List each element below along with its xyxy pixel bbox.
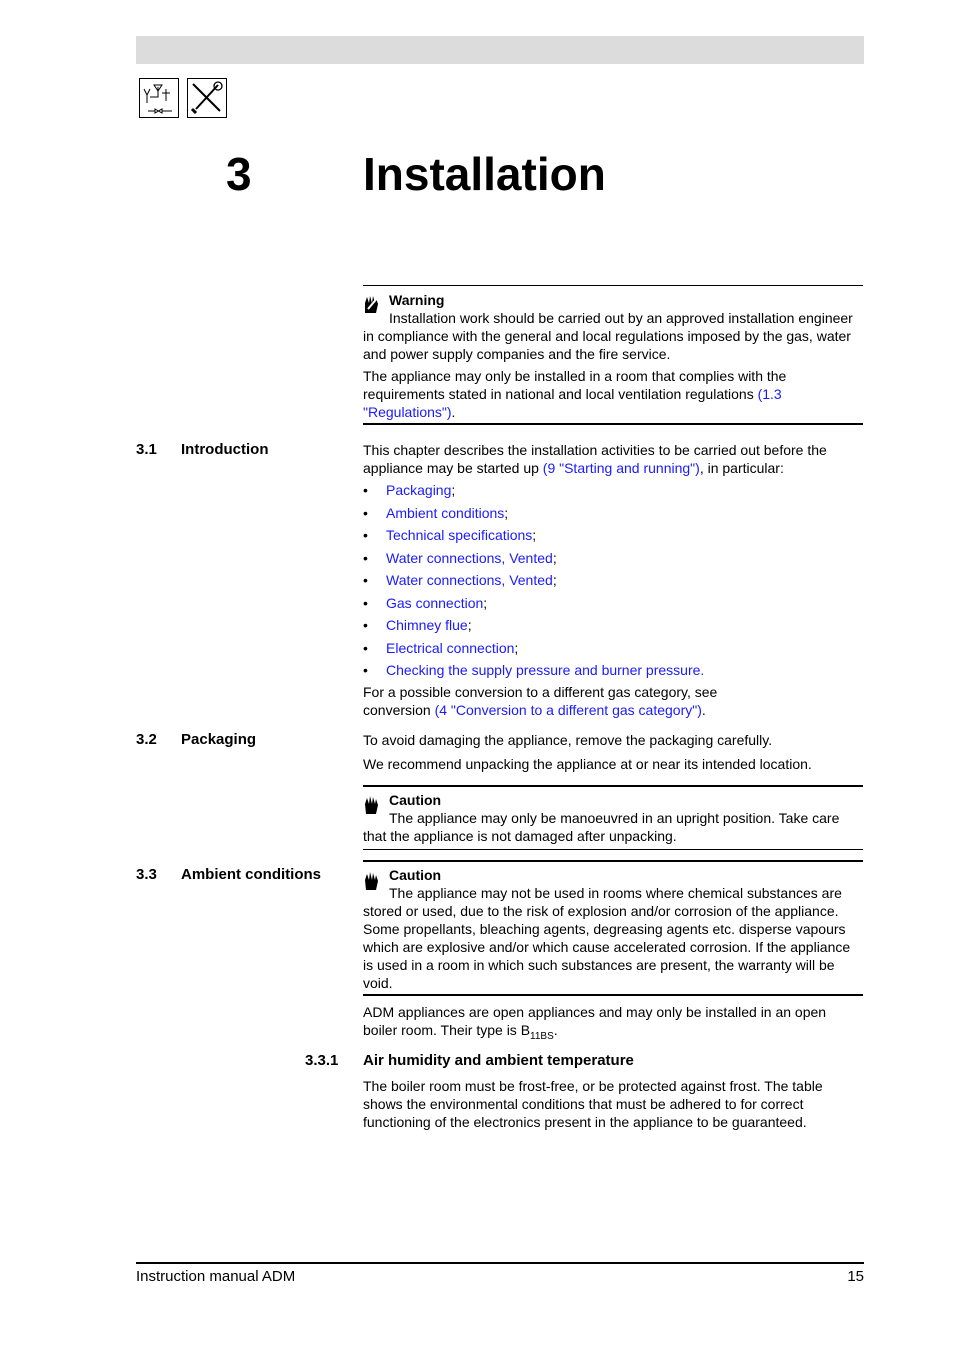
list-item-link[interactable]: Ambient conditions bbox=[386, 505, 505, 521]
warning-ventilation-text: The appliance may only be installed in a room that complies with the requirements stated in national and local ventilation regulations (1.3 "Regulations"). bbox=[363, 368, 787, 420]
list-item-link[interactable]: Electrical connection bbox=[386, 640, 515, 656]
list-item-link[interactable]: Water connections, Vented bbox=[386, 550, 553, 566]
chapter-title: Installation bbox=[363, 148, 606, 200]
list-item bbox=[386, 571, 557, 589]
caution-label: Caution bbox=[389, 867, 442, 883]
bullet-marker: • bbox=[363, 527, 368, 543]
chapter-number: 3 bbox=[226, 148, 252, 200]
humidity-paragraph: The boiler room must be frost-free, or be protected against frost. The table shows the environmental conditions that must be adhered to for correct functioning of the electronics present in the appliance to be guaranteed. bbox=[363, 1078, 823, 1130]
bullet-marker: • bbox=[363, 640, 368, 656]
packaging-caution bbox=[363, 791, 863, 845]
list-item bbox=[386, 639, 518, 657]
type-subscript: 11BS bbox=[530, 1030, 554, 1042]
bullet-marker: • bbox=[363, 550, 368, 566]
caution-text: The appliance may not be used in rooms where chemical substances are stored or used, due to the risk of explosion and/or corrosion of the appliance. Some propellants, bleaching agents, degreasing agents etc. disperse vapours which are explosive and/or which cause accelerated corrosion. If the appliance is used in a room in which such substances are present, the warranty will be void. bbox=[363, 885, 851, 991]
warning-label: Warning bbox=[389, 292, 445, 308]
section-title: Packaging bbox=[181, 731, 257, 748]
list-item-separator: ; bbox=[504, 505, 509, 521]
divider bbox=[363, 849, 863, 850]
bullet-marker: • bbox=[363, 482, 368, 498]
packaging-text-1: To avoid damaging the appliance, remove the packaging carefully. bbox=[363, 732, 773, 748]
list-item-separator: ; bbox=[552, 572, 557, 588]
list-item-link[interactable]: Technical specifications bbox=[386, 527, 533, 543]
bullet-marker: • bbox=[363, 617, 368, 633]
footer-divider bbox=[136, 1262, 864, 1264]
tools-icon bbox=[187, 78, 227, 118]
conversion-link[interactable]: (4 "Conversion to a different gas category") bbox=[434, 702, 702, 718]
divider bbox=[363, 994, 863, 996]
bullet-marker: • bbox=[363, 662, 368, 678]
divider bbox=[363, 423, 863, 425]
list-item-link[interactable]: Checking the supply pressure and burner pressure. bbox=[386, 662, 705, 678]
regulations-link[interactable]: (1.3 "Regulations") bbox=[363, 386, 782, 420]
list-item-link[interactable]: Packaging bbox=[386, 482, 452, 498]
list-item bbox=[386, 504, 508, 522]
warning-text: Installation work should be carried out by an approved installation engineer in compliance with the general and local regulations imposed by the gas, water and power supply companies and the fire service. bbox=[363, 310, 853, 362]
divider bbox=[363, 285, 863, 286]
list-item-separator: ; bbox=[532, 527, 537, 543]
list-item bbox=[386, 526, 536, 544]
list-item-link[interactable]: Water connections, Vented bbox=[386, 572, 553, 588]
header-bar bbox=[136, 36, 864, 64]
warning-block bbox=[363, 291, 863, 421]
appliance-type-paragraph: ADM appliances are open appliances and may only be installed in an open boiler room. Their type is $B_{11BS}$. bbox=[363, 1004, 827, 1042]
list-item-separator: ; bbox=[552, 550, 557, 566]
installer-schematic-icon bbox=[139, 78, 179, 118]
caution-text: The appliance may only be manoeuvred in an upright position. Take care that the appliance is not damaged after unpacking. bbox=[363, 810, 840, 844]
section-title: Ambient conditions bbox=[181, 866, 321, 883]
bullet-marker: • bbox=[363, 595, 368, 611]
list-item-link[interactable]: Gas connection bbox=[386, 595, 484, 611]
list-item-separator: ; bbox=[514, 640, 519, 656]
list-item bbox=[386, 549, 557, 567]
list-item-separator: ; bbox=[483, 595, 488, 611]
divider bbox=[363, 860, 863, 862]
list-item bbox=[386, 594, 487, 612]
footer-title: Instruction manual ADM bbox=[136, 1268, 296, 1285]
page-number: 15 bbox=[847, 1268, 864, 1285]
packaging-text-2: We recommend unpacking the appliance at or near its intended location. bbox=[363, 756, 812, 772]
list-item-separator: ; bbox=[451, 482, 456, 498]
caution-label: Caution bbox=[389, 792, 442, 808]
section-number: 3.1 bbox=[136, 441, 157, 458]
list-item-link[interactable]: Chimney flue bbox=[386, 617, 468, 633]
divider bbox=[363, 785, 863, 787]
section-title: Introduction bbox=[181, 441, 269, 458]
conversion-paragraph: For a possible conversion to a different gas category, see conversion (4 "Conversion to a different gas category"). bbox=[363, 684, 718, 718]
list-item bbox=[386, 661, 704, 679]
section-number: 3.2 bbox=[136, 731, 157, 748]
list-item bbox=[386, 616, 472, 634]
intro-paragraph: This chapter describes the installation activities to be carried out before the appliance may be started up (9 "Starting and running"), in particular: bbox=[363, 442, 827, 476]
list-item bbox=[386, 481, 455, 499]
ambient-caution bbox=[363, 866, 863, 992]
bullet-marker: • bbox=[363, 572, 368, 588]
list-item-separator: ; bbox=[467, 617, 472, 633]
starting-running-link[interactable]: (9 "Starting and running") bbox=[542, 460, 700, 476]
section-number: 3.3 bbox=[136, 866, 157, 883]
subsection-number: 3.3.1 bbox=[305, 1052, 339, 1069]
subsection-title: Air humidity and ambient temperature bbox=[363, 1052, 634, 1069]
bullet-marker: • bbox=[363, 505, 368, 521]
